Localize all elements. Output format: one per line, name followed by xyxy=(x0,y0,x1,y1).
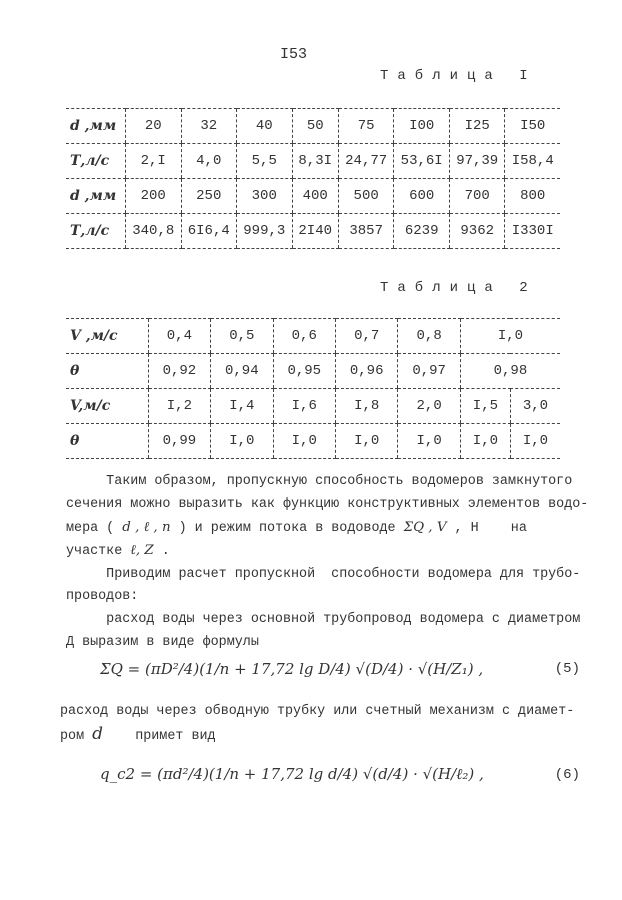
paragraph-line: Таким образом, пропускную способность водомеров замкнутого xyxy=(66,474,573,489)
equation-row-5 xyxy=(60,660,580,678)
table-row xyxy=(66,319,560,354)
table-row xyxy=(66,179,560,214)
row-label: Т,л/с xyxy=(66,144,125,179)
table-cell: 2I40 xyxy=(292,214,338,249)
table1-title: Таблица I xyxy=(380,68,537,84)
table-cell: 400 xyxy=(292,179,338,214)
table-cell: I,0 xyxy=(510,424,560,459)
table-cell: I,2 xyxy=(148,389,210,424)
formula-5: ΣQ = (πD²/4)(1/n + 17,72 lg D/4) √(D/4) · √(H/Z₁) , xyxy=(100,660,484,678)
table-cell: 2,0 xyxy=(398,389,460,424)
paragraph-line: Приводим расчет пропускной способности водомера для трубо- xyxy=(66,567,581,582)
table-cell: 75 xyxy=(338,109,394,144)
formula-6: q_c2 = (πd²/4)(1/n + 17,72 lg d/4) √(d/4) · √(H/ℓ₂) , xyxy=(100,765,484,783)
equation-number: (6) xyxy=(554,766,580,783)
table1 xyxy=(66,108,560,249)
table-cell: 6239 xyxy=(394,214,450,249)
row-label: θ xyxy=(66,354,148,389)
table-cell: 2,I xyxy=(125,144,181,179)
table-cell: I,0 xyxy=(460,319,560,354)
table2 xyxy=(66,318,560,459)
table-cell: 24,77 xyxy=(338,144,394,179)
table-cell: 0,6 xyxy=(273,319,335,354)
table-cell: 0,5 xyxy=(211,319,273,354)
table-cell: 800 xyxy=(505,179,560,214)
math-inline: ΣQ , V xyxy=(403,520,447,535)
table-cell: 340,8 xyxy=(125,214,181,249)
table-cell: 53,6I xyxy=(394,144,450,179)
text: ром xyxy=(60,729,93,744)
table-cell: 3,0 xyxy=(510,389,560,424)
table-cell: 0,99 xyxy=(148,424,210,459)
math-inline: ℓ, Z xyxy=(130,543,154,558)
table-cell: 600 xyxy=(394,179,450,214)
table-cell: 250 xyxy=(181,179,237,214)
paragraph-line: расход воды через обводную трубку или счетный механизм с диамет- xyxy=(60,704,575,719)
table-row xyxy=(66,354,560,389)
table-cell: I,5 xyxy=(460,389,510,424)
table-cell: I,4 xyxy=(211,389,273,424)
row-label: V ,м/с xyxy=(66,319,148,354)
table-cell: 9362 xyxy=(449,214,505,249)
row-label: θ xyxy=(66,424,148,459)
table-cell: I00 xyxy=(394,109,450,144)
table-row xyxy=(66,214,560,249)
table-row xyxy=(66,109,560,144)
paragraph-line xyxy=(60,723,560,748)
page-number: I53 xyxy=(280,46,308,63)
table-cell: I330I xyxy=(505,214,560,249)
row-label: d ,мм xyxy=(66,109,125,144)
table-cell: 700 xyxy=(449,179,505,214)
table-cell: 20 xyxy=(125,109,181,144)
table-cell: I25 xyxy=(449,109,505,144)
table-cell: 300 xyxy=(237,179,293,214)
table-cell: I,0 xyxy=(398,424,460,459)
paragraph-line xyxy=(66,516,566,540)
table-cell: 4,0 xyxy=(181,144,237,179)
math-inline: d , ℓ , n xyxy=(122,520,171,535)
row-label: d ,мм xyxy=(66,179,125,214)
paragraph-line: сечения можно выразить как функцию конструктивных элементов водо- xyxy=(66,497,589,512)
row-label: Т,л/с xyxy=(66,214,125,249)
table-cell: 0,7 xyxy=(335,319,397,354)
table-cell: 40 xyxy=(237,109,293,144)
table-cell: I50 xyxy=(505,109,560,144)
text: ) и режим потока в водоводе xyxy=(170,521,404,536)
table2-title: Таблица 2 xyxy=(380,280,537,296)
table-cell: 0,4 xyxy=(148,319,210,354)
table-cell: I,0 xyxy=(273,424,335,459)
paragraph-line: расход воды через основной трубопровод водомера с диаметром xyxy=(66,612,581,627)
table-cell: I,0 xyxy=(460,424,510,459)
equation-number: (5) xyxy=(554,661,580,677)
table-cell: I58,4 xyxy=(505,144,560,179)
table-cell: 0,97 xyxy=(398,354,460,389)
table-row xyxy=(66,389,560,424)
table-cell: 0,96 xyxy=(335,354,397,389)
table-cell: 500 xyxy=(338,179,394,214)
table-cell: I,6 xyxy=(273,389,335,424)
text: , Н на xyxy=(446,521,527,536)
table-cell: 0,94 xyxy=(211,354,273,389)
text: мера ( xyxy=(66,521,123,536)
text: . xyxy=(153,544,170,559)
equation-row-6 xyxy=(60,765,580,784)
table-cell: 97,39 xyxy=(449,144,505,179)
paragraph-line: проводов: xyxy=(66,589,139,604)
table-row xyxy=(66,144,560,179)
table-cell: 3857 xyxy=(338,214,394,249)
table-cell: 32 xyxy=(181,109,237,144)
table-cell: 200 xyxy=(125,179,181,214)
row-label: V,м/с xyxy=(66,389,148,424)
table-cell: 8,3I xyxy=(292,144,338,179)
table-cell: 6I6,4 xyxy=(181,214,237,249)
table-cell: 5,5 xyxy=(237,144,293,179)
table-cell: 0,95 xyxy=(273,354,335,389)
table-cell: I,0 xyxy=(211,424,273,459)
text: участке xyxy=(66,544,131,559)
paragraph-line: Д выразим в виде формулы xyxy=(66,635,259,650)
table-cell: I,0 xyxy=(335,424,397,459)
table-cell: 999,3 xyxy=(237,214,293,249)
table-row xyxy=(66,424,560,459)
table-cell: 0,8 xyxy=(398,319,460,354)
table-cell: 0,92 xyxy=(148,354,210,389)
math-inline: d xyxy=(92,724,104,744)
table-cell: 50 xyxy=(292,109,338,144)
paragraph-line xyxy=(66,539,566,563)
text: примет вид xyxy=(103,729,216,744)
table-cell: 0,98 xyxy=(460,354,560,389)
table-cell: I,8 xyxy=(335,389,397,424)
